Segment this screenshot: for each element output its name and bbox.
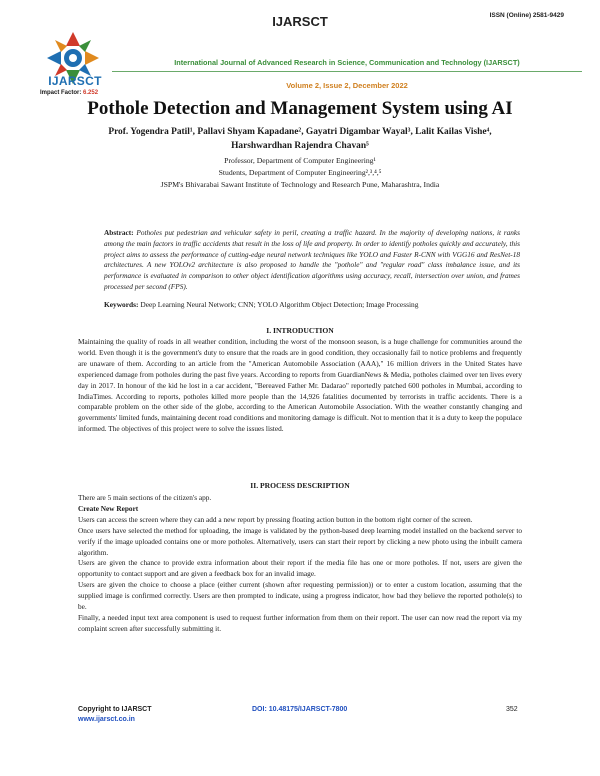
process-heading: II. PROCESS DESCRIPTION: [250, 481, 350, 490]
process-paragraph-5: Finally, a needed input text area component is used to request further information from them on their report. The user can now read the report via my complaint screen after successfully submitting it.: [78, 612, 522, 633]
logo-text: IJARSCT: [48, 74, 102, 88]
impact-label: Impact Factor:: [40, 90, 82, 96]
footer-url-link[interactable]: www.ijarsct.co.in: [78, 716, 135, 723]
authors: [80, 126, 520, 153]
affiliation-2: Students, Department of Computer Engineering²,³,⁴,⁵: [218, 168, 382, 177]
keywords-text: Deep Learning Neural Network; CNN; YOLO Algorithm Object Detection; Image Processing: [140, 300, 419, 309]
footer-copyright: Copyright to IJARSCT: [78, 706, 152, 713]
journal-full-title: International Journal of Advanced Research in Science, Communication and Technology (IJARSCT): [174, 58, 520, 67]
keywords: [104, 300, 520, 309]
process-paragraph-4: Users are given the choice to choose a place (either current (shown after requesting permission)) or to enter a custom location, assuming that the supplied image is confirmed correctly. Users are then prompted to indicate, using a progress indicator, how bad they believe the reported pothole(s) to be.: [78, 580, 522, 612]
affiliation-1: Professor, Department of Computer Engineering¹: [224, 156, 376, 165]
paper-title: Pothole Detection and Management System using AI: [87, 98, 513, 119]
abstract: [104, 228, 520, 293]
abstract-label: Abstract:: [104, 228, 134, 237]
authors-line-1: Prof. Yogendra Patil¹, Pallavi Shyam Kapadane², Gayatri Digambar Wayal³, Lalit Kailas Vishe⁴,: [108, 127, 492, 137]
journal-short-title: IJARSCT: [272, 14, 328, 29]
process-paragraph-1: Users can access the screen where they can add a new report by pressing floating action button in the bottom right corner of the screen.: [78, 514, 473, 524]
impact-factor: [40, 90, 98, 96]
abstract-text: Potholes put pedestrian and vehicular safety in peril, creating a traffic hazard. In the majority of developing nations, it ranks among the main factors in traffic accidents that result in the loss of life and property. In order to identify potholes quickly and accurately, this project aims to assess the performance of cutting-edge neural network techniques like YOLO and Faster R-CNN with VGG16 and ResNet-18 architectures. A new YOLOv2 architecture is also proposed to handle the "pothole" and "regular road" class imbalance issue, and its performance is evaluated in comparison to other object identification algorithms using accuracy, recall, intersection over union, and frames processed per second (FPS).: [104, 228, 520, 291]
footer-doi[interactable]: DOI: 10.48175/IJARSCT-7800: [252, 706, 348, 713]
impact-value: 6.252: [83, 90, 99, 96]
header-divider: [112, 71, 582, 72]
volume-issue: Volume 2, Issue 2, December 2022: [286, 81, 408, 90]
process-intro: There are 5 main sections of the citizen's app.: [78, 493, 212, 502]
authors-line-2: Harshwardhan Rajendra Chavan⁵: [231, 140, 369, 151]
intro-body: Maintaining the quality of roads in all weather condition, including the worst of the monsoon season, is a huge challenge for communities around the world. Even though it is the government's duty to ensure that the roads are in good condition, they occasionally fail to notice problems and frequently are unaware of them. According to an article from the "American Automobile Association (AAA)," 16 million drivers in the United States have experienced damage from potholes during the past five years. According to reports from GuardianNews & Media, potholes claimed over ten lives every day in 2017. In honour of the kid he lost in a car accident, "Bereaved Father Mr. Dadarao" reportedly patched 600 potholes in Mumbai, according to IndiaTimes. According to reports, potholes killed more people than the 14,926 fatalities documented by terrorists in traffic accidents. There is a comparable problem on the other side of the globe, according to the American Automobile Association. With the weather constantly changing and governments' limited funds, maintaining decent road conditions and monitoring damage is difficult. Not to mention that it is a duty to keep the populace informed. The objectives of this project were to solve the issues listed.: [78, 337, 522, 434]
process-body: [78, 493, 522, 635]
keywords-label: Keywords:: [104, 300, 139, 309]
create-report-heading: Create New Report: [78, 503, 139, 513]
page-number: 352: [506, 706, 518, 713]
process-paragraph-3: Users are given the chance to provide extra information about their report if the media file has one or more potholes. If not, users are given the opportunity to contact support and are given a feedback box for an invalid image.: [78, 558, 522, 579]
issn: ISSN (Online) 2581-9429: [489, 12, 564, 19]
process-paragraph-2: Once users have selected the method for uploading, the image is validated by the python-based deep learning model installed on the backend server to verify if the image uploaded contains one or more potholes. Alternatively, users can start their report by clicking a new photo using the inbuilt camera algorithm.: [78, 525, 522, 557]
intro-heading: I. INTRODUCTION: [266, 326, 334, 335]
affiliation-3: JSPM's Bhivarabai Sawant Institute of Technology and Research Pune, Maharashtra, India: [160, 180, 440, 189]
